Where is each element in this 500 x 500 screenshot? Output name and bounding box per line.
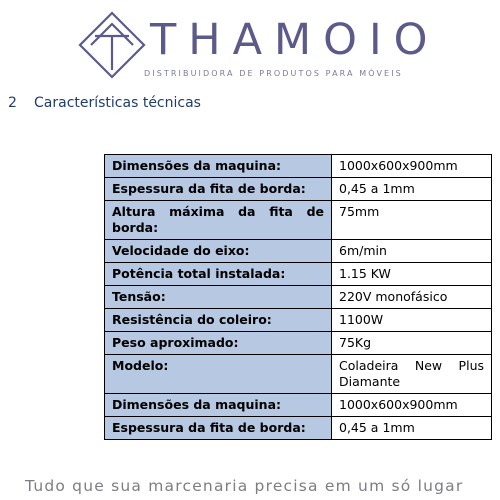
table-row [105, 178, 492, 201]
spec-value: 220V monofásico [332, 286, 492, 309]
footer-slogan: Tudo que sua marcenaria precisa em um só lugar [25, 477, 464, 495]
spec-label: Dimensões da maquina: [105, 394, 332, 417]
spec-value: 1000x600x900mm [332, 394, 492, 417]
spec-label: Espessura da fita de borda: [105, 417, 332, 440]
spec-label: Altura máxima da fita de borda: [105, 201, 332, 240]
spec-label: Dimensões da maquina: [105, 155, 332, 178]
spec-label: Potência total instalada: [105, 263, 332, 286]
spec-label: Modelo: [105, 355, 332, 394]
table-row [105, 417, 492, 440]
spec-value: 1100W [332, 309, 492, 332]
spec-value: 1000x600x900mm [332, 155, 492, 178]
spec-label: Espessura da fita de borda: [105, 178, 332, 201]
spec-value: 0,45 a 1mm [332, 178, 492, 201]
table-row [105, 263, 492, 286]
table-row [105, 155, 492, 178]
spec-value: 1.15 KW [332, 263, 492, 286]
brand-logo [0, 0, 500, 95]
table-row [105, 355, 492, 394]
spec-value: 75Kg [332, 332, 492, 355]
spec-value: Coladeira New Plus Diamante [332, 355, 492, 394]
spec-label: Velocidade do eixo: [105, 240, 332, 263]
table-row [105, 201, 492, 240]
spec-value: 6m/min [332, 240, 492, 263]
section-title: Características técnicas [34, 95, 201, 111]
spec-label: Resistência do coleiro: [105, 309, 332, 332]
table-row [105, 309, 492, 332]
brand-tagline: DISTRIBUIDORA DE PRODUTOS PARA MÓVEIS [144, 69, 403, 78]
table-row [105, 394, 492, 417]
spec-label: Tensão: [105, 286, 332, 309]
spec-label: Peso aproximado: [105, 332, 332, 355]
diamond-t-icon [77, 10, 147, 80]
table-row [105, 286, 492, 309]
spec-value: 0,45 a 1mm [332, 417, 492, 440]
section-number: 2 [8, 95, 17, 111]
spec-value: 75mm [332, 201, 492, 240]
brand-name: THAMOIO [150, 15, 440, 65]
technical-specs-table [104, 154, 492, 440]
section-heading [8, 95, 201, 111]
table-row [105, 332, 492, 355]
table-row [105, 240, 492, 263]
